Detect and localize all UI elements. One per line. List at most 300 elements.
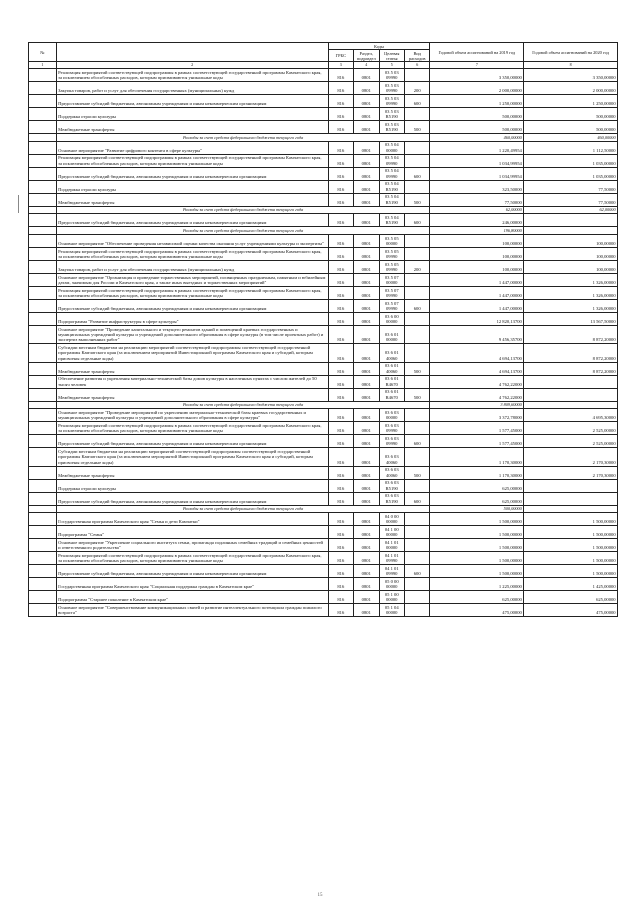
row-grbs-cell: 816	[328, 552, 353, 565]
row-name-cell: Межбюджетные трансферты	[56, 466, 328, 479]
table-row	[29, 604, 618, 617]
row-section-cell: 0801	[354, 141, 379, 154]
row-name-cell: Расходы за счет средств федерального бюджета текущего года	[56, 227, 430, 235]
row-vr-cell: 500	[404, 121, 429, 134]
row-grbs-cell: 816	[328, 591, 353, 604]
row-year2-cell: 2 525,00000	[524, 422, 618, 435]
row-grbs-cell: 816	[328, 95, 353, 108]
row-name-cell: Подпрограмма "Семья"	[56, 526, 328, 539]
row-no-cell	[29, 578, 57, 591]
row-vr-cell	[404, 312, 429, 325]
row-vr-cell	[404, 578, 429, 591]
row-year1-cell: 3 809,60000	[430, 401, 524, 409]
table-row	[29, 154, 618, 167]
row-section-cell: 0801	[354, 526, 379, 539]
row-vr-cell	[404, 234, 429, 247]
row-year1-cell: 1 447,00000	[430, 299, 524, 312]
row-name-cell: Обеспечение развития и укрепления материально-технической базы домов культуры в населенных пунктах с числом жителей до 50 тысяч человек	[56, 375, 328, 388]
row-vr-cell: 600	[404, 299, 429, 312]
row-year1-cell: 500,00000	[430, 505, 524, 513]
row-no-cell	[29, 206, 57, 214]
row-year2-cell: 77,50000	[524, 180, 618, 193]
row-csr-cell: 04 1 01 09990	[379, 552, 404, 565]
table-row	[29, 69, 618, 82]
row-grbs-cell: 816	[328, 214, 353, 227]
row-name-cell: Расходы за счет средств федерального бюджета текущего года	[56, 206, 430, 214]
row-no-cell	[29, 401, 57, 409]
table-row	[29, 247, 618, 260]
row-section-cell: 0801	[354, 375, 379, 388]
index-cell: 4	[354, 62, 379, 69]
row-section-cell: 0801	[354, 69, 379, 82]
row-vr-cell: 600	[404, 565, 429, 578]
row-section-cell: 0801	[354, 388, 379, 401]
row-vr-cell	[404, 604, 429, 617]
row-grbs-cell: 816	[328, 286, 353, 299]
row-year2-cell: 460,00000	[524, 134, 618, 142]
row-year1-cell: 100,00000	[430, 234, 524, 247]
row-grbs-cell: 816	[328, 141, 353, 154]
row-year2-cell: 4 695,30000	[524, 409, 618, 422]
table-row	[29, 286, 618, 299]
row-year2-cell: 2 170,30000	[524, 466, 618, 479]
table-row	[29, 479, 618, 492]
table-row	[29, 108, 618, 121]
row-name-cell: Межбюджетные трансферты	[56, 362, 328, 375]
row-vr-cell	[404, 286, 429, 299]
row-vr-cell	[404, 154, 429, 167]
row-csr-cell: 03 6 03 09990	[379, 435, 404, 448]
row-year2-cell: 62,00000	[524, 206, 618, 214]
row-no-cell	[29, 299, 57, 312]
row-year1-cell: 500,00000	[430, 121, 524, 134]
row-name-cell: Межбюджетные трансферты	[56, 388, 328, 401]
row-grbs-cell: 816	[328, 409, 353, 422]
row-section-cell: 0801	[354, 578, 379, 591]
row-section-cell: 0801	[354, 435, 379, 448]
table-row	[29, 435, 618, 448]
row-grbs-cell: 816	[328, 234, 353, 247]
row-year1-cell: 625,00000	[430, 492, 524, 505]
row-grbs-cell: 816	[328, 513, 353, 526]
row-no-cell	[29, 69, 57, 82]
row-csr-cell: 03 6 03 09990	[379, 422, 404, 435]
row-year1-cell: 1 500,00000	[430, 526, 524, 539]
row-year2-cell: 1 112,50000	[524, 141, 618, 154]
row-section-cell: 0801	[354, 362, 379, 375]
row-vr-cell	[404, 247, 429, 260]
row-csr-cell: 03 6 01 40060	[379, 362, 404, 375]
row-csr-cell: 03 5 04 R5190	[379, 214, 404, 227]
row-grbs-cell: 816	[328, 492, 353, 505]
row-year1-cell: 1 500,00000	[430, 513, 524, 526]
row-vr-cell	[404, 273, 429, 286]
row-name-cell: Подпрограмма "Старшее поколение в Камчатском крае"	[56, 591, 328, 604]
row-year1-cell: 1 447,00000	[430, 273, 524, 286]
row-no-cell	[29, 193, 57, 206]
table-row	[29, 362, 618, 375]
row-grbs-cell: 816	[328, 604, 353, 617]
row-grbs-cell: 816	[328, 362, 353, 375]
row-name-cell: Реализация мероприятий соответствующей подпрограммы в рамках соответствующей государственной программы Камчатского края, за исключением обособленных расходов, которым присваиваются уникальные коды	[56, 286, 328, 299]
row-year1-cell: 1 034,99954	[430, 154, 524, 167]
row-no-cell	[29, 466, 57, 479]
row-csr-cell: 03 6 01 R4670	[379, 388, 404, 401]
row-name-cell: Основное мероприятие "Совершенствование коммуникационных связей и развитие интеллектуального потенциала граждан пожилого возраста"	[56, 604, 328, 617]
row-csr-cell: 03 5 05 09990	[379, 247, 404, 260]
row-csr-cell: 03 6 00 00000	[379, 312, 404, 325]
row-no-cell	[29, 121, 57, 134]
row-no-cell	[29, 273, 57, 286]
row-grbs-cell: 816	[328, 193, 353, 206]
header-name	[56, 43, 328, 62]
index-cell: 1	[29, 62, 57, 69]
row-year2-cell: 13 567,50000	[524, 312, 618, 325]
row-year2-cell	[524, 375, 618, 388]
row-section-cell: 0801	[354, 565, 379, 578]
row-year1-cell: 12 820,13700	[430, 312, 524, 325]
row-csr-cell: 03 5 04 09990	[379, 167, 404, 180]
row-csr-cell: 03 5 03 09990	[379, 82, 404, 95]
row-name-cell: Поддержка отрасли культуры	[56, 180, 328, 193]
row-no-cell	[29, 95, 57, 108]
row-year2-cell: 1 500,00000	[524, 539, 618, 552]
row-csr-cell: 03 5 04 09990	[379, 154, 404, 167]
row-year2-cell	[524, 505, 618, 513]
row-year1-cell: 1 225,00000	[430, 578, 524, 591]
table-row	[29, 565, 618, 578]
row-year2-cell	[524, 479, 618, 492]
row-grbs-cell: 816	[328, 375, 353, 388]
table-row	[29, 409, 618, 422]
table-row	[29, 299, 618, 312]
row-year1-cell: 3 372,78000	[430, 409, 524, 422]
row-year2-cell	[524, 227, 618, 235]
row-no-cell	[29, 108, 57, 121]
row-year2-cell: 8 872,20000	[524, 325, 618, 343]
row-csr-cell: 03 5 03 R5190	[379, 108, 404, 121]
row-csr-cell: 04 0 00 00000	[379, 513, 404, 526]
row-year1-cell: 4 694,13700	[430, 344, 524, 362]
row-vr-cell	[404, 108, 429, 121]
row-year2-cell: 100,00000	[524, 234, 618, 247]
row-csr-cell: 04 1 01 09990	[379, 565, 404, 578]
table-row	[29, 526, 618, 539]
row-name-cell: Государственная программа Камчатского края "Социальная поддержка граждан в Камчатском крае"	[56, 578, 328, 591]
row-csr-cell: 03 5 05 09990	[379, 260, 404, 273]
row-csr-cell: 05 0 00 00000	[379, 578, 404, 591]
row-vr-cell	[404, 409, 429, 422]
row-grbs-cell: 816	[328, 299, 353, 312]
row-year2-cell: 8 872,20000	[524, 362, 618, 375]
row-name-cell: Закупка товаров, работ и услуг для обеспечения государственных (муниципальных) нужд	[56, 82, 328, 95]
row-name-cell: Основное мероприятие "Проведение капитального и текущего ремонтов зданий и помещений краевых государственных и муниципальных учреждений культуры и учреждений дополнительного образования в сфере культуры (в том числе проектных работ) и экспертиз выполненных работ"	[56, 325, 328, 343]
table-row	[29, 344, 618, 362]
row-no-cell	[29, 325, 57, 343]
row-section-cell: 0801	[354, 479, 379, 492]
row-no-cell	[29, 565, 57, 578]
row-year2-cell: 1 500,00000	[524, 526, 618, 539]
row-year2-cell: 475,00000	[524, 604, 618, 617]
row-section-cell: 0801	[354, 286, 379, 299]
header-codes: Коды	[328, 43, 430, 50]
header-year1: Годовой объем ассигнований на 2019 год	[430, 43, 524, 62]
row-section-cell: 0801	[354, 448, 379, 466]
row-year2-cell: 2 170,30000	[524, 448, 618, 466]
row-vr-cell	[404, 526, 429, 539]
row-vr-cell: 500	[404, 466, 429, 479]
row-year1-cell: 1 500,00000	[430, 552, 524, 565]
row-csr-cell: 03 6 03 R5190	[379, 479, 404, 492]
row-year2-cell: 77,50000	[524, 193, 618, 206]
table-row	[29, 591, 618, 604]
row-csr-cell: 03 5 07 09990	[379, 286, 404, 299]
row-name-cell: Реализация мероприятий соответствующей подпрограммы в рамках соответствующей государственной программы Камчатского края, за исключением обособленных расходов, которым присваиваются уникальные коды	[56, 247, 328, 260]
row-grbs-cell: 816	[328, 121, 353, 134]
table-row	[29, 466, 618, 479]
row-csr-cell: 03 6 03 00000	[379, 409, 404, 422]
row-csr-cell: 03 6 03 R5190	[379, 492, 404, 505]
row-year1-cell: 625,00000	[430, 591, 524, 604]
row-year2-cell: 1 500,00000	[524, 513, 618, 526]
row-year2-cell: 3 350,00000	[524, 69, 618, 82]
table-row	[29, 422, 618, 435]
row-year1-cell: 1 170,30000	[430, 466, 524, 479]
row-no-cell	[29, 388, 57, 401]
index-cell: 3	[328, 62, 353, 69]
row-grbs-cell: 816	[328, 312, 353, 325]
federal-note-row	[29, 401, 618, 409]
row-grbs-cell: 816	[328, 180, 353, 193]
row-section-cell: 0801	[354, 95, 379, 108]
row-section-cell: 0801	[354, 82, 379, 95]
row-year1-cell: 1 577,45000	[430, 422, 524, 435]
row-name-cell: Поддержка отрасли культуры	[56, 479, 328, 492]
row-year1-cell: 1 220,49954	[430, 141, 524, 154]
table-row	[29, 375, 618, 388]
row-csr-cell: 03 6 01 R4670	[379, 375, 404, 388]
row-year2-cell: 1 326,00000	[524, 286, 618, 299]
row-section-cell: 0801	[354, 193, 379, 206]
row-year2-cell: 2 525,00000	[524, 435, 618, 448]
row-csr-cell: 04 1 00 00000	[379, 526, 404, 539]
row-vr-cell: 500	[404, 362, 429, 375]
row-vr-cell: 600	[404, 95, 429, 108]
table-row	[29, 180, 618, 193]
row-csr-cell: 03 5 05 00000	[379, 234, 404, 247]
row-year2-cell: 1 250,00000	[524, 95, 618, 108]
index-cell: 2	[56, 62, 328, 69]
row-year2-cell: 100,00000	[524, 247, 618, 260]
row-year2-cell	[524, 401, 618, 409]
row-year1-cell: 1 500,00000	[430, 565, 524, 578]
row-name-cell: Предоставление субсидий бюджетным, автономным учреждениям и иным некоммерческим организациям	[56, 214, 328, 227]
header-vr: Вид расходов	[404, 50, 429, 62]
row-grbs-cell: 816	[328, 565, 353, 578]
table-row	[29, 260, 618, 273]
header-year2: Годовой объем ассигнований на 2020 год	[524, 43, 618, 62]
row-name-cell: Расходы за счет средств федерального бюджета текущего года	[56, 134, 430, 142]
row-csr-cell: 03 6 03 40060	[379, 466, 404, 479]
header-csr: Целевая статья	[379, 50, 404, 62]
row-section-cell: 0801	[354, 344, 379, 362]
federal-note-row	[29, 134, 618, 142]
row-csr-cell: 03 6 03 40060	[379, 448, 404, 466]
table-row	[29, 552, 618, 565]
row-grbs-cell: 816	[328, 325, 353, 343]
row-year1-cell: 1 034,99954	[430, 167, 524, 180]
row-section-cell: 0801	[354, 180, 379, 193]
row-grbs-cell: 816	[328, 82, 353, 95]
row-year1-cell: 323,50000	[430, 180, 524, 193]
row-year1-cell: 1 447,00000	[430, 286, 524, 299]
row-year2-cell: 1 326,00000	[524, 299, 618, 312]
row-name-cell: Основное мероприятие "Укрепление социального института семьи, пропаганда подлинных семейных традиций и семейных ценностей и ответственного родительства"	[56, 539, 328, 552]
row-grbs-cell: 816	[328, 435, 353, 448]
table-row	[29, 193, 618, 206]
row-name-cell: Реализация мероприятий соответствующей подпрограммы в рамках соответствующей государственной программы Камчатского края, за исключением обособленных расходов, которым присваиваются уникальные коды	[56, 552, 328, 565]
header-no: №	[29, 43, 57, 62]
row-grbs-cell: 816	[328, 422, 353, 435]
row-vr-cell	[404, 552, 429, 565]
header-section: Раздел, подраздел	[354, 50, 379, 62]
row-section-cell: 0801	[354, 299, 379, 312]
row-no-cell	[29, 286, 57, 299]
table-row	[29, 539, 618, 552]
row-grbs-cell: 816	[328, 154, 353, 167]
row-section-cell: 0801	[354, 604, 379, 617]
row-name-cell: Реализация мероприятий соответствующей подпрограммы в рамках соответствующей государственной программы Камчатского края, за исключением обособленных расходов, которым присваиваются уникальные коды	[56, 422, 328, 435]
row-no-cell	[29, 591, 57, 604]
row-no-cell	[29, 234, 57, 247]
row-grbs-cell: 816	[328, 69, 353, 82]
table-body	[29, 69, 618, 617]
row-section-cell: 0801	[354, 234, 379, 247]
row-grbs-cell: 816	[328, 273, 353, 286]
row-no-cell	[29, 479, 57, 492]
row-csr-cell: 03 5 04 00000	[379, 141, 404, 154]
row-vr-cell: 600	[404, 492, 429, 505]
row-name-cell: Реализация мероприятий соответствующей подпрограммы в рамках соответствующей государственной программы Камчатского края, за исключением обособленных расходов, которым присваиваются уникальные коды	[56, 154, 328, 167]
row-name-cell: Основное мероприятие "Организация и проведение торжественных мероприятий, посвященных праздничным, памятным и юбилейным датам, значимым для России и Камчатского края, а также иных выездных и торжественных мероприятий"	[56, 273, 328, 286]
row-csr-cell: 03 6 01 40060	[379, 344, 404, 362]
table-row	[29, 234, 618, 247]
row-no-cell	[29, 422, 57, 435]
row-name-cell: Основное мероприятие "Развитие цифрового контента в сфере культуры"	[56, 141, 328, 154]
row-vr-cell	[404, 448, 429, 466]
row-section-cell: 0801	[354, 422, 379, 435]
header-row	[29, 43, 618, 50]
row-vr-cell	[404, 513, 429, 526]
row-vr-cell	[404, 591, 429, 604]
row-name-cell: Предоставление субсидий бюджетным, автономным учреждениям и иным некоммерческим организациям	[56, 435, 328, 448]
row-grbs-cell: 816	[328, 344, 353, 362]
table-row	[29, 325, 618, 343]
row-year2-cell	[524, 214, 618, 227]
row-no-cell	[29, 409, 57, 422]
header-grbs: ГРБС	[328, 50, 353, 62]
row-no-cell	[29, 312, 57, 325]
index-cell: 5	[379, 62, 404, 69]
table-row	[29, 167, 618, 180]
row-name-cell: Государственная программа Камчатского края "Семья и дети Камчатки"	[56, 513, 328, 526]
row-vr-cell: 600	[404, 214, 429, 227]
row-year2-cell: 1 035,00000	[524, 167, 618, 180]
row-year1-cell: 4 762,22000	[430, 375, 524, 388]
page-number: 15	[317, 893, 323, 898]
row-year1-cell: 4 694,13700	[430, 362, 524, 375]
row-grbs-cell: 816	[328, 247, 353, 260]
row-section-cell: 0801	[354, 214, 379, 227]
row-year1-cell: 475,00000	[430, 604, 524, 617]
row-no-cell	[29, 247, 57, 260]
row-year1-cell: 2 000,00000	[430, 82, 524, 95]
row-year1-cell: 460,00000	[430, 134, 524, 142]
federal-note-row	[29, 227, 618, 235]
row-year2-cell: 1 425,00000	[524, 578, 618, 591]
margin-mark	[18, 195, 19, 213]
row-section-cell: 0801	[354, 552, 379, 565]
row-vr-cell	[404, 141, 429, 154]
table-row	[29, 121, 618, 134]
row-year1-cell: 1 250,00000	[430, 95, 524, 108]
row-no-cell	[29, 344, 57, 362]
row-name-cell: Поддержка отрасли культуры	[56, 108, 328, 121]
index-cell: 6	[404, 62, 429, 69]
row-year2-cell: 8 872,20000	[524, 344, 618, 362]
row-no-cell	[29, 227, 57, 235]
row-section-cell: 0801	[354, 154, 379, 167]
table-row	[29, 448, 618, 466]
row-no-cell	[29, 492, 57, 505]
row-year1-cell: 1 577,45000	[430, 435, 524, 448]
table-row	[29, 492, 618, 505]
row-year1-cell: 77,50000	[430, 193, 524, 206]
row-name-cell: Основное мероприятие "Обеспечение проведения независимой оценки качества оказания услуг учреждениями культуры и экспертизы"	[56, 234, 328, 247]
row-vr-cell: 600	[404, 167, 429, 180]
row-no-cell	[29, 604, 57, 617]
row-no-cell	[29, 539, 57, 552]
table-row	[29, 388, 618, 401]
row-vr-cell	[404, 539, 429, 552]
table-row	[29, 578, 618, 591]
row-csr-cell: 03 5 03 09990	[379, 95, 404, 108]
row-grbs-cell: 816	[328, 466, 353, 479]
row-grbs-cell: 816	[328, 260, 353, 273]
row-year1-cell: 4 762,22000	[430, 388, 524, 401]
row-grbs-cell: 816	[328, 526, 353, 539]
row-grbs-cell: 816	[328, 578, 353, 591]
row-csr-cell: 03 5 03 09990	[379, 69, 404, 82]
row-year1-cell: 100,00000	[430, 247, 524, 260]
row-section-cell: 0801	[354, 312, 379, 325]
row-csr-cell: 03 5 03 R5190	[379, 121, 404, 134]
row-name-cell: Межбюджетные трансферты	[56, 193, 328, 206]
row-csr-cell: 04 1 01 00000	[379, 539, 404, 552]
row-name-cell: Закупка товаров, работ и услуг для обеспечения государственных (муниципальных) нужд	[56, 260, 328, 273]
row-section-cell: 0801	[354, 273, 379, 286]
table-row	[29, 214, 618, 227]
federal-note-row	[29, 206, 618, 214]
budget-table	[28, 42, 618, 617]
row-section-cell: 0801	[354, 539, 379, 552]
row-vr-cell	[404, 422, 429, 435]
row-year2-cell: 2 000,00000	[524, 82, 618, 95]
row-no-cell	[29, 552, 57, 565]
row-grbs-cell: 816	[328, 448, 353, 466]
row-csr-cell: 03 5 07 09990	[379, 299, 404, 312]
row-no-cell	[29, 214, 57, 227]
